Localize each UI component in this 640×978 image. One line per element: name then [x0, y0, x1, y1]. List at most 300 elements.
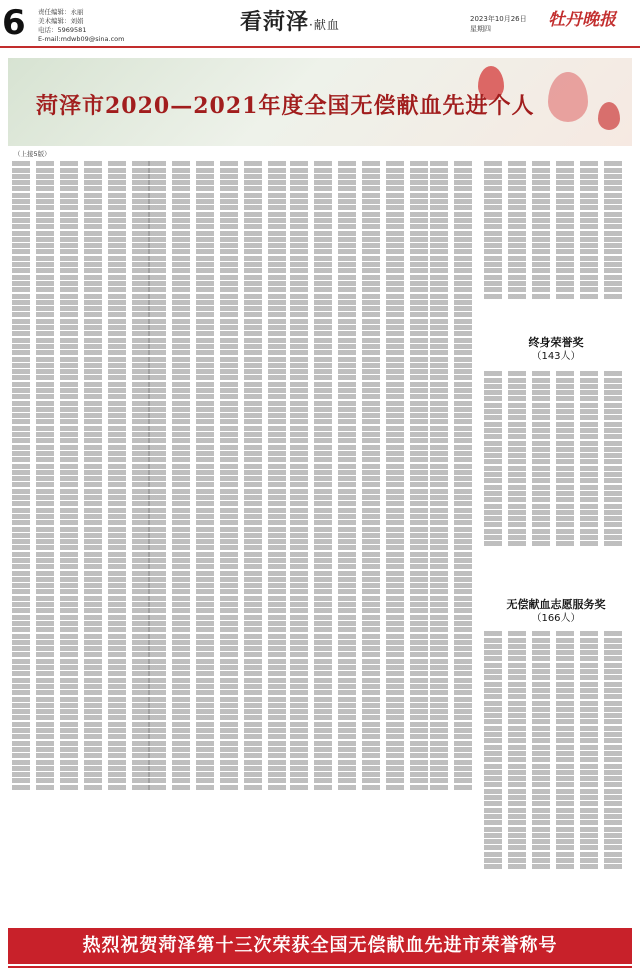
name-list-row-placeholder [484, 726, 628, 731]
name-list-row-placeholder [290, 407, 430, 412]
name-list-row-placeholder [148, 772, 288, 777]
name-list-row-placeholder [430, 464, 478, 469]
name-list-row-placeholder [430, 520, 478, 525]
name-list-row-placeholder [430, 722, 478, 727]
name-list-row-placeholder [148, 785, 288, 790]
name-list-row-placeholder [290, 501, 430, 506]
name-list-row-placeholder [430, 375, 478, 380]
name-list-row-placeholder [430, 571, 478, 576]
name-list-row-placeholder [484, 719, 628, 724]
name-list-row-placeholder [148, 218, 288, 223]
name-list-row-placeholder [148, 161, 288, 166]
name-list-row-placeholder [484, 669, 628, 674]
name-list-row-placeholder [484, 371, 628, 376]
name-list-row-placeholder [484, 827, 628, 832]
page-title: 菏泽市2020—2021年度全国无偿献血先进个人 [36, 93, 535, 119]
name-list-row-placeholder [290, 741, 430, 746]
name-list-row-placeholder [430, 168, 478, 173]
name-list-row-placeholder [484, 656, 628, 661]
name-list-row-placeholder [484, 732, 628, 737]
name-list-row-placeholder [12, 249, 150, 254]
name-list-row-placeholder [290, 186, 430, 191]
name-list-row-placeholder [12, 256, 150, 261]
name-list-row-placeholder [12, 464, 150, 469]
name-list-row-placeholder [12, 482, 150, 487]
name-list-row-placeholder [148, 249, 288, 254]
phone-label: 电话：5969581 [38, 26, 87, 34]
section-title-sub: ·献血 [309, 18, 340, 32]
name-list-row-placeholder [484, 650, 628, 655]
name-list-row-placeholder [484, 294, 628, 299]
name-list-row-placeholder [12, 218, 150, 223]
name-list-row-placeholder [430, 690, 478, 695]
name-list-row-placeholder [12, 697, 150, 702]
name-list-row-placeholder [12, 407, 150, 412]
name-list-row-placeholder [148, 577, 288, 582]
name-list-row-placeholder [12, 350, 150, 355]
weekday-text: 星期四 [470, 25, 491, 33]
name-list-row-placeholder [12, 193, 150, 198]
name-list-row-placeholder [430, 224, 478, 229]
name-list-row-placeholder [148, 564, 288, 569]
name-list-row-placeholder [290, 747, 430, 752]
name-list-row-placeholder [430, 180, 478, 185]
name-list-row-placeholder [290, 369, 430, 374]
name-list-row-placeholder [148, 634, 288, 639]
name-list-row-placeholder [430, 697, 478, 702]
name-list-row-placeholder [12, 426, 150, 431]
name-list-row-placeholder [12, 665, 150, 670]
name-list-row-placeholder [148, 338, 288, 343]
name-list-row-placeholder [290, 533, 430, 538]
name-list-row-placeholder [430, 243, 478, 248]
name-list-row-placeholder [290, 583, 430, 588]
name-list-row-placeholder [148, 520, 288, 525]
name-list-row-placeholder [12, 508, 150, 513]
name-list-row-placeholder [148, 300, 288, 305]
continued-note: （上接5版） [14, 150, 51, 158]
name-list-row-placeholder [12, 382, 150, 387]
name-list-row-placeholder [484, 396, 628, 401]
name-list-row-placeholder [290, 558, 430, 563]
name-list-row-placeholder [484, 757, 628, 762]
name-list-row-placeholder [148, 363, 288, 368]
name-list-row-placeholder [484, 384, 628, 389]
name-list-row-placeholder [430, 161, 478, 166]
name-list-row-placeholder [484, 776, 628, 781]
name-list-row-placeholder [290, 275, 430, 280]
name-list-row-placeholder [148, 659, 288, 664]
name-list-row-placeholder [290, 482, 430, 487]
name-list-row-placeholder [290, 760, 430, 765]
name-list-row-placeholder [148, 306, 288, 311]
name-list-row-placeholder [484, 745, 628, 750]
name-list-row-placeholder [290, 357, 430, 362]
name-list-row-placeholder [290, 300, 430, 305]
name-list-row-placeholder [290, 703, 430, 708]
name-list-row-placeholder [12, 571, 150, 576]
name-list-row-placeholder [12, 659, 150, 664]
name-list-row-placeholder [290, 212, 430, 217]
name-list-row-placeholder [430, 382, 478, 387]
name-list-row-placeholder [430, 634, 478, 639]
name-list-row-placeholder [290, 678, 430, 683]
name-list-row-placeholder [290, 545, 430, 550]
name-list-row-placeholder [484, 516, 628, 521]
name-list-row-placeholder [430, 275, 478, 280]
name-list-row-placeholder [12, 268, 150, 273]
name-list-row-placeholder [484, 675, 628, 680]
blood-drop-icon [598, 102, 620, 130]
name-list-row-placeholder [290, 552, 430, 557]
name-list-row-placeholder [12, 174, 150, 179]
name-list-row-placeholder [484, 770, 628, 775]
name-list-row-placeholder [148, 325, 288, 330]
volunteer-service-award-heading [484, 598, 628, 625]
name-list-row-placeholder [12, 168, 150, 173]
name-list-row-placeholder [484, 275, 628, 280]
name-list-row-placeholder [430, 747, 478, 752]
name-list-row-placeholder [148, 224, 288, 229]
name-list-row-placeholder [148, 608, 288, 613]
footer-slogan: 热烈祝贺菏泽第十三次荣获全国无偿献血先进市荣誉称号 [8, 928, 632, 964]
name-list-row-placeholder [430, 218, 478, 223]
name-list-row-placeholder [12, 766, 150, 771]
name-list-row-placeholder [484, 199, 628, 204]
name-list-row-placeholder [484, 441, 628, 446]
name-list-row-placeholder [290, 659, 430, 664]
name-list-row-placeholder [148, 243, 288, 248]
name-list-row-placeholder [12, 671, 150, 676]
name-list-row-placeholder [12, 363, 150, 368]
name-list-row-placeholder [12, 514, 150, 519]
name-list-row-placeholder [484, 281, 628, 286]
name-list-row-placeholder [430, 709, 478, 714]
name-list-column [484, 160, 628, 330]
name-list-row-placeholder [12, 300, 150, 305]
name-list-row-placeholder [430, 331, 478, 336]
name-list-row-placeholder [148, 671, 288, 676]
name-list-row-placeholder [430, 684, 478, 689]
name-list-row-placeholder [484, 447, 628, 452]
blood-drop-icon [548, 72, 588, 122]
name-list-row-placeholder [484, 453, 628, 458]
name-list-row-placeholder [148, 709, 288, 714]
name-list-row-placeholder [484, 707, 628, 712]
name-list-row-placeholder [148, 180, 288, 185]
name-list-row-placeholder [12, 432, 150, 437]
name-list-row-placeholder [430, 237, 478, 242]
name-list-row-placeholder [148, 501, 288, 506]
name-list-row-placeholder [148, 344, 288, 349]
name-list-row-placeholder [290, 772, 430, 777]
name-list-row-placeholder [148, 514, 288, 519]
name-list-row-placeholder [148, 401, 288, 406]
section-title [240, 10, 340, 38]
name-list-row-placeholder [430, 482, 478, 487]
name-list-row-placeholder [148, 583, 288, 588]
name-list-row-placeholder [290, 388, 430, 393]
name-list-row-placeholder [12, 564, 150, 569]
name-list-row-placeholder [148, 640, 288, 645]
name-list-row-placeholder [148, 256, 288, 261]
name-list-row-placeholder [430, 451, 478, 456]
name-list-row-placeholder [12, 589, 150, 594]
name-list-column [12, 160, 150, 920]
name-list-row-placeholder [484, 738, 628, 743]
name-list-row-placeholder [12, 583, 150, 588]
name-list-row-placeholder [290, 394, 430, 399]
name-list-row-placeholder [430, 457, 478, 462]
name-list-row-placeholder [12, 331, 150, 336]
name-list-row-placeholder [484, 186, 628, 191]
name-list-row-placeholder [430, 741, 478, 746]
name-list-row-placeholder [484, 390, 628, 395]
name-list-row-placeholder [148, 319, 288, 324]
name-list-row-placeholder [290, 432, 430, 437]
name-list-row-placeholder [148, 495, 288, 500]
name-list-row-placeholder [484, 789, 628, 794]
name-list-row-placeholder [12, 520, 150, 525]
name-list-row-placeholder [430, 388, 478, 393]
name-list-row-placeholder [430, 753, 478, 758]
name-list-row-placeholder [12, 489, 150, 494]
name-list-row-placeholder [484, 801, 628, 806]
name-list-row-placeholder [148, 508, 288, 513]
name-list-row-placeholder [290, 168, 430, 173]
name-list-row-placeholder [12, 552, 150, 557]
name-list-row-placeholder [484, 504, 628, 509]
name-list-row-placeholder [12, 180, 150, 185]
name-list-row-placeholder [290, 438, 430, 443]
name-list-row-placeholder [484, 522, 628, 527]
name-list-row-placeholder [148, 715, 288, 720]
name-list-row-placeholder [484, 174, 628, 179]
name-list-row-placeholder [430, 678, 478, 683]
name-list-row-placeholder [484, 682, 628, 687]
name-list-row-placeholder [290, 615, 430, 620]
name-list-row-placeholder [12, 741, 150, 746]
name-list-row-placeholder [290, 652, 430, 657]
name-list-row-placeholder [484, 218, 628, 223]
name-list-row-placeholder [430, 539, 478, 544]
name-list-row-placeholder [12, 231, 150, 236]
name-list-row-placeholder [148, 571, 288, 576]
name-list-row-placeholder [290, 577, 430, 582]
name-list-row-placeholder [290, 281, 430, 286]
name-list-row-placeholder [430, 363, 478, 368]
name-list-row-placeholder [12, 715, 150, 720]
name-list-row-placeholder [430, 583, 478, 588]
name-list-row-placeholder [484, 224, 628, 229]
name-list-row-placeholder [290, 646, 430, 651]
name-list-row-placeholder [12, 394, 150, 399]
name-list-row-placeholder [12, 495, 150, 500]
name-list-row-placeholder [290, 445, 430, 450]
name-list-row-placeholder [484, 212, 628, 217]
name-list-row-placeholder [148, 382, 288, 387]
name-list-row-placeholder [12, 703, 150, 708]
name-list-row-placeholder [484, 262, 628, 267]
name-list-row-placeholder [290, 161, 430, 166]
name-list-row-placeholder [290, 199, 430, 204]
name-list-row-placeholder [12, 621, 150, 626]
name-list-row-placeholder [290, 375, 430, 380]
name-list-row-placeholder [290, 331, 430, 336]
name-list-row-placeholder [148, 734, 288, 739]
name-list-row-placeholder [484, 694, 628, 699]
name-list-row-placeholder [148, 558, 288, 563]
name-list-row-placeholder [12, 652, 150, 657]
name-list-row-placeholder [484, 764, 628, 769]
name-list-row-placeholder [430, 231, 478, 236]
name-list-row-placeholder [290, 338, 430, 343]
name-list-row-placeholder [290, 312, 430, 317]
name-list-row-placeholder [148, 445, 288, 450]
name-list-row-placeholder [12, 287, 150, 292]
name-list-row-placeholder [148, 697, 288, 702]
art-editor-label: 美术编辑：刘娟 [38, 17, 84, 25]
issue-date [470, 14, 527, 34]
name-list-row-placeholder [12, 527, 150, 532]
name-list-row-placeholder [290, 539, 430, 544]
name-list-row-placeholder [430, 338, 478, 343]
name-list-row-placeholder [430, 249, 478, 254]
name-list-row-placeholder [12, 325, 150, 330]
name-list-row-placeholder [148, 432, 288, 437]
name-list-row-placeholder [430, 205, 478, 210]
name-list-row-placeholder [290, 174, 430, 179]
name-list-row-placeholder [12, 161, 150, 166]
name-list-row-placeholder [290, 180, 430, 185]
date-text: 2023年10月26日 [470, 15, 527, 23]
name-list-row-placeholder [290, 350, 430, 355]
name-list-row-placeholder [148, 464, 288, 469]
name-list-row-placeholder [484, 541, 628, 546]
name-list-row-placeholder [148, 262, 288, 267]
name-list-row-placeholder [290, 571, 430, 576]
name-list-row-placeholder [148, 331, 288, 336]
name-list-row-placeholder [148, 388, 288, 393]
name-list-row-placeholder [484, 852, 628, 857]
name-list-row-placeholder [430, 552, 478, 557]
name-list-row-placeholder [290, 722, 430, 727]
name-list-row-placeholder [484, 814, 628, 819]
name-list-column [484, 370, 628, 590]
name-list-row-placeholder [290, 766, 430, 771]
name-list-row-placeholder [12, 747, 150, 752]
name-list-row-placeholder [12, 275, 150, 280]
name-list-row-placeholder [12, 684, 150, 689]
name-list-row-placeholder [148, 545, 288, 550]
name-list-row-placeholder [290, 596, 430, 601]
name-list-row-placeholder [148, 281, 288, 286]
name-list-row-placeholder [148, 703, 288, 708]
name-list-row-placeholder [12, 205, 150, 210]
name-list-row-placeholder [484, 287, 628, 292]
name-list-row-placeholder [484, 415, 628, 420]
name-list-row-placeholder [12, 533, 150, 538]
name-list-row-placeholder [430, 470, 478, 475]
name-list-row-placeholder [430, 533, 478, 538]
name-list-row-placeholder [290, 564, 430, 569]
name-list-row-placeholder [148, 451, 288, 456]
name-list-row-placeholder [484, 237, 628, 242]
name-list-row-placeholder [430, 558, 478, 563]
name-list-row-placeholder [484, 403, 628, 408]
name-list-row-placeholder [290, 527, 430, 532]
name-list-row-placeholder [430, 772, 478, 777]
name-list-row-placeholder [290, 728, 430, 733]
name-list-row-placeholder [148, 690, 288, 695]
name-list-row-placeholder [430, 394, 478, 399]
name-list-row-placeholder [484, 751, 628, 756]
name-list-row-placeholder [12, 634, 150, 639]
name-list-row-placeholder [290, 306, 430, 311]
name-list-row-placeholder [430, 671, 478, 676]
name-list-row-placeholder [484, 510, 628, 515]
name-list-row-placeholder [290, 489, 430, 494]
name-list-row-placeholder [148, 470, 288, 475]
name-list-row-placeholder [12, 186, 150, 191]
name-list-row-placeholder [290, 602, 430, 607]
name-list-row-placeholder [430, 432, 478, 437]
name-list-row-placeholder [148, 186, 288, 191]
name-list-row-placeholder [12, 237, 150, 242]
name-list-row-placeholder [290, 205, 430, 210]
name-list-row-placeholder [430, 665, 478, 670]
name-list-row-placeholder [12, 357, 150, 362]
name-list-row-placeholder [12, 401, 150, 406]
name-list-row-placeholder [12, 558, 150, 563]
name-list-row-placeholder [12, 615, 150, 620]
name-list-row-placeholder [148, 778, 288, 783]
name-list-row-placeholder [148, 476, 288, 481]
name-list-row-placeholder [148, 407, 288, 412]
name-list-row-placeholder [12, 539, 150, 544]
name-list-row-placeholder [12, 388, 150, 393]
name-list-row-placeholder [484, 529, 628, 534]
name-list-row-placeholder [430, 785, 478, 790]
name-list-row-placeholder [484, 249, 628, 254]
name-list-row-placeholder [148, 527, 288, 532]
name-list-row-placeholder [430, 268, 478, 273]
name-list-row-placeholder [290, 470, 430, 475]
name-list-row-placeholder [12, 457, 150, 462]
name-list-row-placeholder [148, 753, 288, 758]
name-list-row-placeholder [484, 434, 628, 439]
name-list-row-placeholder [430, 608, 478, 613]
name-list-row-placeholder [430, 615, 478, 620]
name-list-row-placeholder [430, 640, 478, 645]
name-list-row-placeholder [290, 287, 430, 292]
name-list-row-placeholder [484, 858, 628, 863]
name-list-row-placeholder [148, 722, 288, 727]
name-list-row-placeholder [484, 485, 628, 490]
name-list-row-placeholder [290, 684, 430, 689]
name-list-row-placeholder [290, 709, 430, 714]
name-list-row-placeholder [430, 659, 478, 664]
name-list-column [430, 160, 478, 920]
name-list-row-placeholder [430, 357, 478, 362]
name-list-row-placeholder [12, 602, 150, 607]
name-list-row-placeholder [290, 457, 430, 462]
name-list-row-placeholder [430, 306, 478, 311]
name-list-row-placeholder [290, 268, 430, 273]
name-list-row-placeholder [290, 382, 430, 387]
name-list-row-placeholder [148, 678, 288, 683]
name-list-row-placeholder [148, 589, 288, 594]
